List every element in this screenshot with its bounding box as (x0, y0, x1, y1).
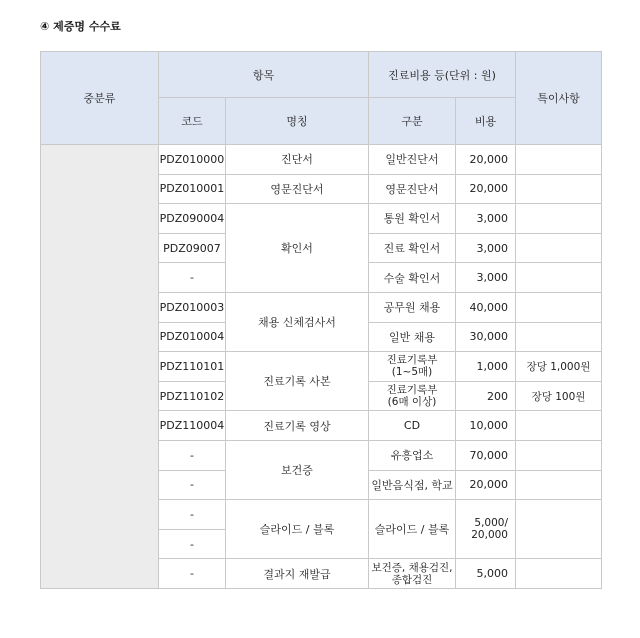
fee-cell: 3,000 (456, 233, 516, 263)
code-cell: - (159, 529, 226, 559)
name-cell: 진료기록 사본 (226, 352, 369, 411)
type-cell: 진료 확인서 (369, 233, 456, 263)
note-cell (516, 292, 602, 322)
header-row-1 (41, 52, 602, 98)
fee-cell: 3,000 (456, 204, 516, 234)
code-cell: - (159, 470, 226, 500)
fee-cell: 200 (456, 381, 516, 411)
type-cell: 유흥업소 (369, 440, 456, 470)
note-cell (516, 322, 602, 352)
section-title: ④ 제증명 수수료 (40, 20, 121, 33)
type-cell: 일반 채용 (369, 322, 456, 352)
name-cell: 결과지 재발급 (226, 559, 369, 589)
code-cell: PDZ09007 (159, 233, 226, 263)
note-cell (516, 559, 602, 589)
fee-cell: 70,000 (456, 440, 516, 470)
code-cell: - (159, 559, 226, 589)
note-cell: 장당 1,000원 (516, 352, 602, 382)
header-category: 중분류 (41, 52, 159, 145)
code-cell: PDZ110102 (159, 381, 226, 411)
header-type: 구분 (369, 98, 456, 145)
table-row (41, 145, 602, 175)
type-cell: 통원 확인서 (369, 204, 456, 234)
header-remarks: 특이사항 (516, 52, 602, 145)
type-cell: 영문진단서 (369, 174, 456, 204)
name-cell: 채용 신체검사서 (226, 292, 369, 351)
code-cell: - (159, 263, 226, 293)
category-cell (41, 145, 159, 589)
code-cell: PDZ010001 (159, 174, 226, 204)
fee-cell: 3,000 (456, 263, 516, 293)
fee-cell: 5,000/ 20,000 (456, 500, 516, 559)
type-cell: 슬라이드 / 블록 (369, 500, 456, 559)
code-cell: - (159, 440, 226, 470)
fee-cell: 30,000 (456, 322, 516, 352)
name-cell: 확인서 (226, 204, 369, 293)
code-cell: PDZ110101 (159, 352, 226, 382)
code-cell: PDZ010004 (159, 322, 226, 352)
name-cell: 진단서 (226, 145, 369, 175)
type-cell: 일반음식점, 학교 (369, 470, 456, 500)
note-cell: 장당 100원 (516, 381, 602, 411)
type-cell: 보건증, 채용검진, 종합검진 (369, 559, 456, 589)
header-item: 항목 (159, 52, 369, 98)
header-name: 명칭 (226, 98, 369, 145)
type-cell: 진료기록부 (1~5매) (369, 352, 456, 382)
note-cell (516, 263, 602, 293)
note-cell (516, 145, 602, 175)
code-cell: - (159, 500, 226, 530)
type-cell: 공무원 채용 (369, 292, 456, 322)
note-cell (516, 440, 602, 470)
type-cell: 진료기록부 (6매 이상) (369, 381, 456, 411)
name-cell: 영문진단서 (226, 174, 369, 204)
header-fee: 비용 (456, 98, 516, 145)
code-cell: PDZ110004 (159, 411, 226, 441)
type-cell: 일반진단서 (369, 145, 456, 175)
note-cell (516, 500, 602, 559)
fee-cell: 1,000 (456, 352, 516, 382)
note-cell (516, 233, 602, 263)
fee-cell: 40,000 (456, 292, 516, 322)
code-cell: PDZ010000 (159, 145, 226, 175)
header-code: 코드 (159, 98, 226, 145)
name-cell: 진료기록 영상 (226, 411, 369, 441)
fee-table (40, 51, 602, 589)
fee-cell: 20,000 (456, 470, 516, 500)
fee-cell: 20,000 (456, 174, 516, 204)
type-cell: CD (369, 411, 456, 441)
code-cell: PDZ010003 (159, 292, 226, 322)
header-fee-group: 진료비용 등(단위 : 원) (369, 52, 516, 98)
code-cell: PDZ090004 (159, 204, 226, 234)
type-cell: 수술 확인서 (369, 263, 456, 293)
note-cell (516, 174, 602, 204)
name-cell: 슬라이드 / 블록 (226, 500, 369, 559)
note-cell (516, 411, 602, 441)
name-cell: 보건증 (226, 440, 369, 499)
note-cell (516, 204, 602, 234)
fee-cell: 20,000 (456, 145, 516, 175)
fee-cell: 5,000 (456, 559, 516, 589)
note-cell (516, 470, 602, 500)
fee-cell: 10,000 (456, 411, 516, 441)
